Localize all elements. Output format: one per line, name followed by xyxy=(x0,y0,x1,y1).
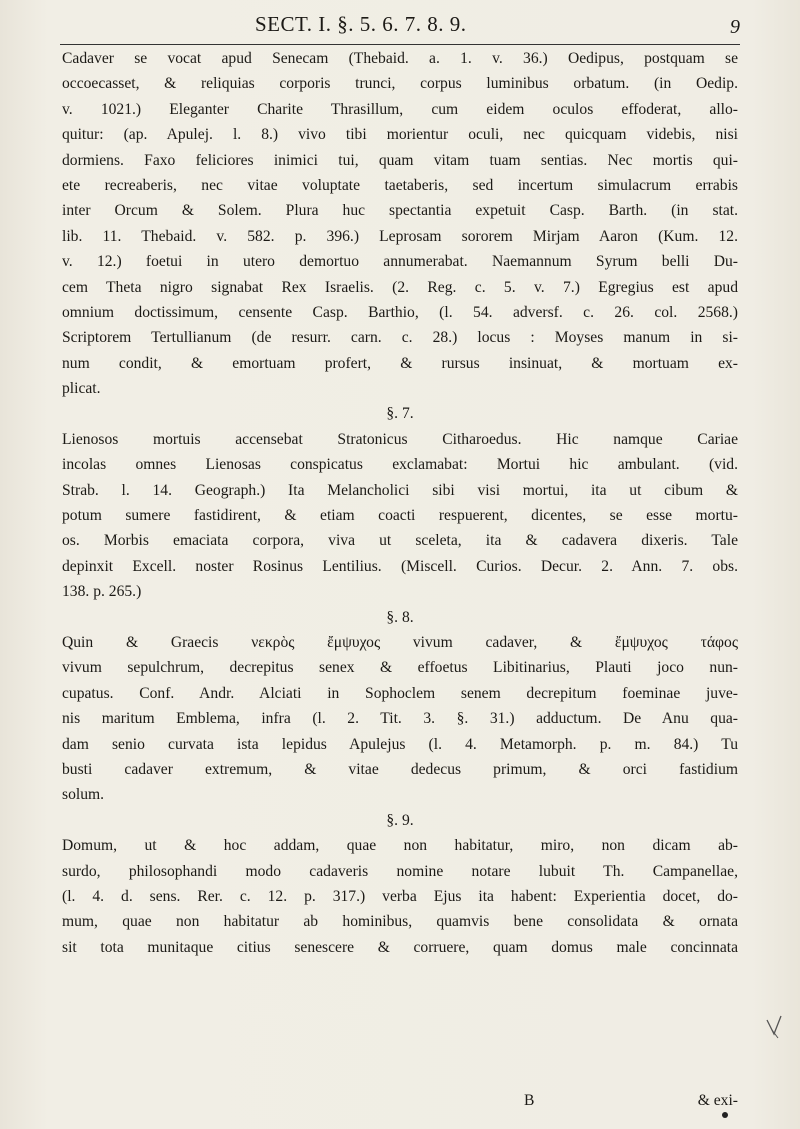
section-heading-7: §. 7. xyxy=(386,405,414,423)
text-line: cem Theta nigro signabat Rex Israelis. (2. Reg. c. 5. v. 7.) Egregius est apud xyxy=(62,278,738,296)
text-line: Domum, ut & hoc addam, quae non habitatur, miro, non dicam ab- xyxy=(62,837,738,855)
text-line: cupatus. Conf. Andr. Alciati in Sophoclem senem decrepitum foeminae juve- xyxy=(62,684,738,702)
text-line: omnium doctissimum, censente Casp. Barthio, (l. 54. adversf. c. 26. col. 2568.) xyxy=(62,303,738,321)
catchword: & exi- xyxy=(697,1092,738,1109)
page-number: 9 xyxy=(730,16,740,38)
section-heading-9: §. 9. xyxy=(386,811,414,829)
running-head: SECT. I. §. 5. 6. 7. 8. 9. xyxy=(255,12,467,36)
page-header xyxy=(60,6,740,46)
body-text xyxy=(62,46,738,960)
text-line: sit tota munitaque citius senescere & corruere, quam domus male concinnata xyxy=(62,938,738,956)
text-line: nis maritum Emblema, infra (l. 2. Tit. 3. §. 31.) adductum. De Anu qua- xyxy=(62,710,738,728)
text-line: busti cadaver extremum, & vitae dedecus primum, & orci fastidium xyxy=(62,760,738,778)
paragraph-section-9 xyxy=(62,833,738,960)
margin-pen-mark-icon xyxy=(764,1012,784,1042)
text-line: v. 12.) foetui in utero demortuo annumerabat. Naemannum Syrum belli Du- xyxy=(62,253,738,271)
text-line: v. 1021.) Eleganter Charite Thrasillum, cum eidem oculos effoderat, allo- xyxy=(62,100,738,118)
text-line: ete recreaberis, nec vitae voluptate taetaberis, sed incertum simulacrum errabis xyxy=(62,176,738,194)
text-line: potum sumere fastidirent, & etiam coacti respuerent, dicentes, se esse mortu- xyxy=(62,507,738,525)
text-line: surdo, philosophandi modo cadaveris nomine notare lubuit Th. Campanellae, xyxy=(62,862,738,880)
text-line: quitur: (ap. Apulej. l. 8.) vivo tibi morientur oculi, nec quicquam videbis, nisi xyxy=(62,126,738,144)
text-line: lib. 11. Thebaid. v. 582. p. 396.) Leprosam sororem Mirjam Aaron (Kum. 12. xyxy=(62,227,738,245)
text-line: os. Morbis emaciata corpora, viva ut sceleta, ita & cadavera dixeris. Tale xyxy=(62,532,738,550)
text-line: occoecasset, & reliquias corporis trunci, corpus luminibus orbatum. (in Oedip. xyxy=(62,75,738,93)
text-line: Quin & Graecis νεκρὸς ἔμψυχος vivum cadaver, & ἔμψυχος τάφος xyxy=(62,633,738,651)
text-line: Strab. l. 14. Geograph.) Ita Melancholici sibi visi mortui, ita ut cibum & xyxy=(62,481,738,499)
text-line: dam senio curvata ista lepidus Apulejus (l. 4. Metamorph. p. m. 84.) Tu xyxy=(62,735,738,753)
header-rule xyxy=(60,44,740,45)
text-line: 138. p. 265.) xyxy=(62,583,142,601)
text-line: inter Orcum & Solem. Plura huc spectantia expetuit Casp. Barth. (in stat. xyxy=(62,202,738,220)
paragraph-section-6 xyxy=(62,46,738,401)
section-heading-8: §. 8. xyxy=(386,608,414,626)
text-line: dormiens. Faxo feliciores inimici tui, quam vitam tuam sentias. Nec mortis qui- xyxy=(62,151,738,169)
paragraph-section-7 xyxy=(62,427,738,605)
text-line: Scriptorem Tertullianum (de resurr. carn. c. 28.) locus : Moyses manum in si- xyxy=(62,329,738,347)
paragraph-section-8 xyxy=(62,630,738,808)
text-line: (l. 4. d. sens. Rer. c. 12. p. 317.) verba Ejus ita habent: Experientia docet, do- xyxy=(62,887,738,905)
text-line: num condit, & emortuam profert, & rursus insinuat, & mortuam ex- xyxy=(62,354,738,372)
text-line: vivum sepulchrum, decrepitus senex & effoetus Libitinarius, Plauti joco nun- xyxy=(62,659,738,677)
ink-speck xyxy=(722,1112,728,1118)
text-line: plicat. xyxy=(62,380,101,398)
text-line: incolas omnes Lienosas conspicatus exclamabat: Mortui hic ambulant. (vid. xyxy=(62,456,738,474)
text-line: Cadaver se vocat apud Senecam (Thebaid. a. 1. v. 36.) Oedipus, postquam se xyxy=(62,50,738,67)
text-line: mum, quae non habitatur ab hominibus, quamvis bene consolidata & ornata xyxy=(62,913,738,931)
signature-mark: B xyxy=(524,1092,535,1109)
text-line: Lienosos mortuis accensebat Stratonicus Citharoedus. Hic namque Cariae xyxy=(62,430,738,448)
text-line: depinxit Excell. noster Rosinus Lentilius. (Miscell. Curios. Decur. 2. Ann. 7. obs. xyxy=(62,557,738,575)
text-line: solum. xyxy=(62,786,105,804)
page-footer xyxy=(62,1092,738,1118)
